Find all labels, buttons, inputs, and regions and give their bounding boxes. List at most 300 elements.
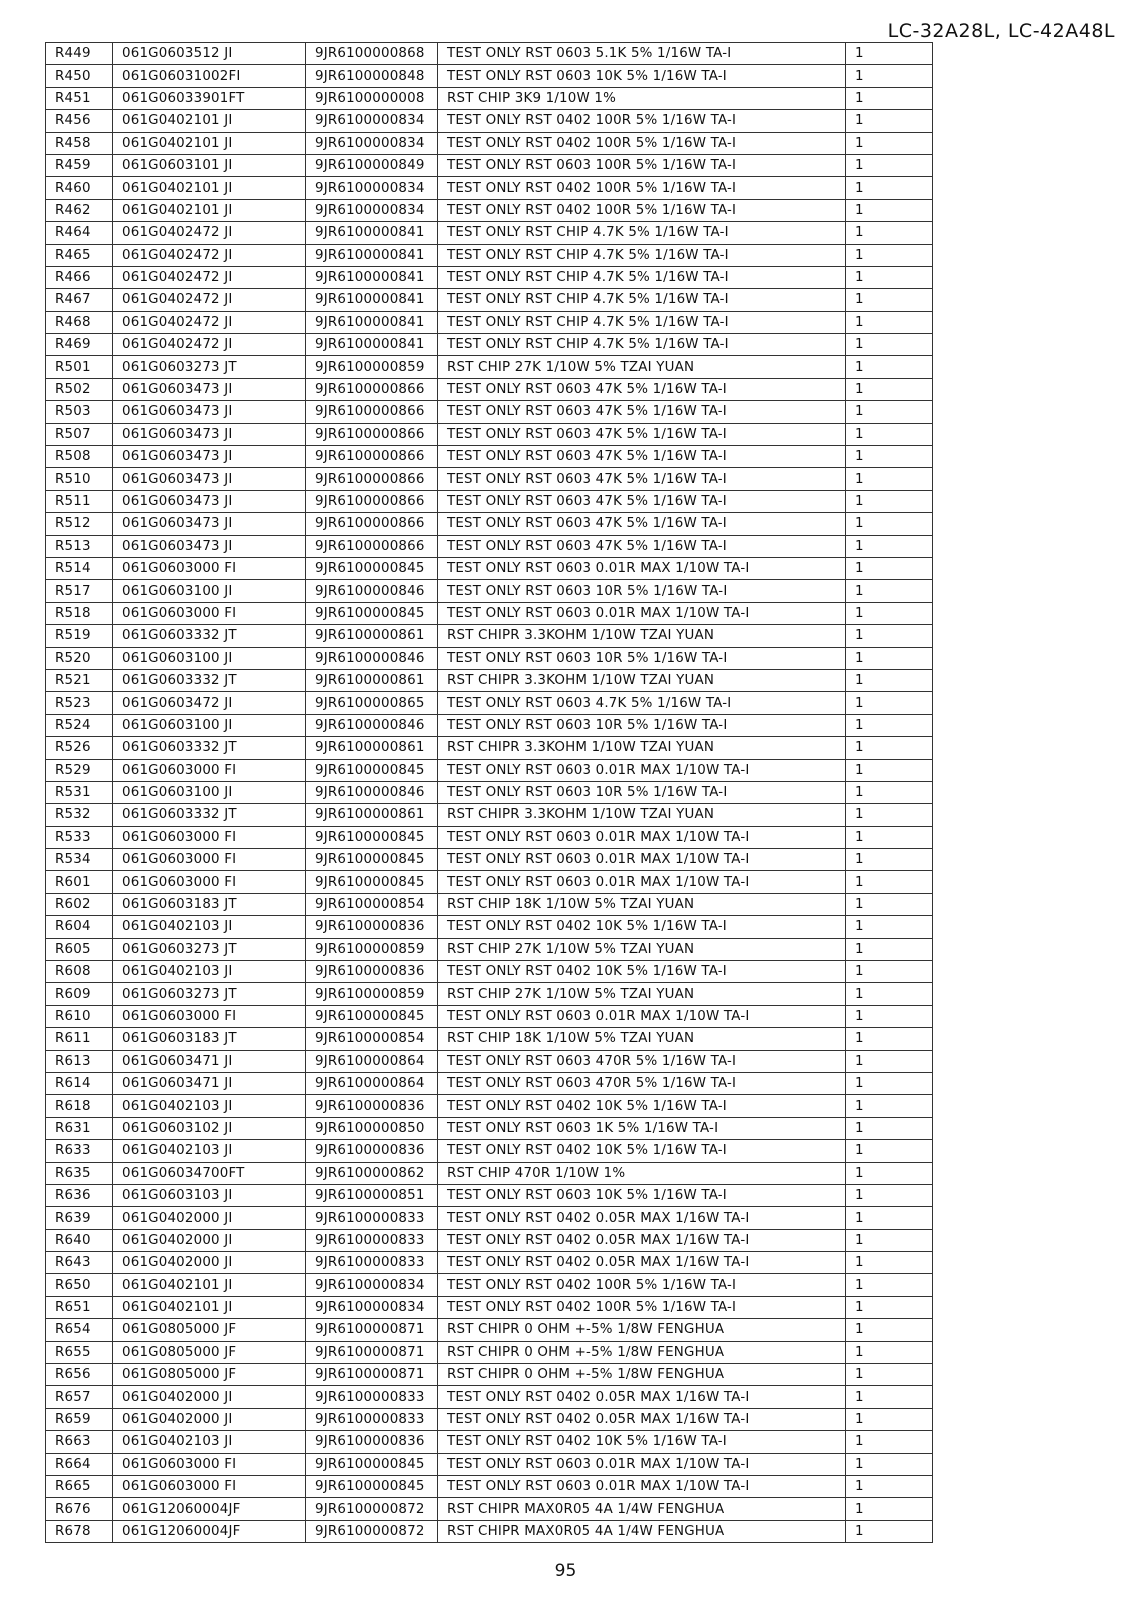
part-number-cell: 9JR6100000866	[306, 513, 438, 535]
table-row	[46, 1386, 933, 1408]
description-cell: TEST ONLY RST 0402 10K 5% 1/16W TA-I	[438, 961, 846, 983]
ref-cell: R467	[46, 289, 113, 311]
qty-cell: 1	[846, 916, 933, 938]
table-row	[46, 1453, 933, 1475]
page-number: 95	[554, 1561, 577, 1581]
qty-cell: 1	[846, 1520, 933, 1542]
ref-cell: R501	[46, 356, 113, 378]
table-row	[46, 289, 933, 311]
part-number-cell: 9JR6100000845	[306, 826, 438, 848]
qty-cell: 1	[846, 1229, 933, 1251]
part-number-cell: 9JR6100000834	[306, 199, 438, 221]
description-cell: TEST ONLY RST 0603 0.01R MAX 1/10W TA-I	[438, 1476, 846, 1498]
qty-cell: 1	[846, 87, 933, 109]
part-number-cell: 9JR6100000833	[306, 1252, 438, 1274]
part-code-cell: 061G0402000 JI	[113, 1252, 306, 1274]
part-code-cell: 061G0402103 JI	[113, 1431, 306, 1453]
description-cell: RST CHIPR 3.3KOHM 1/10W TZAI YUAN	[438, 737, 846, 759]
part-number-cell: 9JR6100000845	[306, 871, 438, 893]
ref-cell: R520	[46, 647, 113, 669]
table-row	[46, 1476, 933, 1498]
table-row	[46, 1095, 933, 1117]
qty-cell: 1	[846, 401, 933, 423]
part-code-cell: 061G0603100 JI	[113, 580, 306, 602]
description-cell: TEST ONLY RST 0402 0.05R MAX 1/16W TA-I	[438, 1386, 846, 1408]
part-number-cell: 9JR6100000871	[306, 1364, 438, 1386]
qty-cell: 1	[846, 1162, 933, 1184]
description-cell: TEST ONLY RST 0603 100R 5% 1/16W TA-I	[438, 154, 846, 176]
part-number-cell: 9JR6100000834	[306, 110, 438, 132]
ref-cell: R513	[46, 535, 113, 557]
ref-cell: R659	[46, 1408, 113, 1430]
part-number-cell: 9JR6100000846	[306, 781, 438, 803]
part-code-cell: 061G0603000 FI	[113, 826, 306, 848]
part-code-cell: 061G0402101 JI	[113, 199, 306, 221]
ref-cell: R643	[46, 1252, 113, 1274]
part-number-cell: 9JR6100000841	[306, 244, 438, 266]
part-code-cell: 061G0603473 JI	[113, 401, 306, 423]
part-number-cell: 9JR6100000861	[306, 625, 438, 647]
part-code-cell: 061G0805000 JF	[113, 1319, 306, 1341]
qty-cell: 1	[846, 199, 933, 221]
ref-cell: R526	[46, 737, 113, 759]
description-cell: TEST ONLY RST 0603 47K 5% 1/16W TA-I	[438, 490, 846, 512]
description-cell: TEST ONLY RST CHIP 4.7K 5% 1/16W TA-I	[438, 222, 846, 244]
table-row	[46, 1274, 933, 1296]
part-number-cell: 9JR6100000845	[306, 759, 438, 781]
ref-cell: R657	[46, 1386, 113, 1408]
ref-cell: R604	[46, 916, 113, 938]
table-row	[46, 87, 933, 109]
description-cell: TEST ONLY RST CHIP 4.7K 5% 1/16W TA-I	[438, 266, 846, 288]
ref-cell: R678	[46, 1520, 113, 1542]
part-code-cell: 061G0603183 JT	[113, 1028, 306, 1050]
part-number-cell: 9JR6100000861	[306, 804, 438, 826]
qty-cell: 1	[846, 266, 933, 288]
table-row	[46, 826, 933, 848]
part-code-cell: 061G12060004JF	[113, 1498, 306, 1520]
part-code-cell: 061G0402101 JI	[113, 1274, 306, 1296]
table-row	[46, 446, 933, 468]
part-code-cell: 061G0603000 FI	[113, 602, 306, 624]
description-cell: RST CHIPR 0 OHM +-5% 1/8W FENGHUA	[438, 1319, 846, 1341]
qty-cell: 1	[846, 625, 933, 647]
part-number-cell: 9JR6100000841	[306, 311, 438, 333]
description-cell: TEST ONLY RST 0603 4.7K 5% 1/16W TA-I	[438, 692, 846, 714]
part-number-cell: 9JR6100000872	[306, 1520, 438, 1542]
description-cell: TEST ONLY RST 0603 0.01R MAX 1/10W TA-I	[438, 871, 846, 893]
part-code-cell: 061G0402000 JI	[113, 1229, 306, 1251]
qty-cell: 1	[846, 65, 933, 87]
parts-list-table	[45, 42, 933, 1543]
table-row	[46, 43, 933, 65]
part-code-cell: 061G0603473 JI	[113, 378, 306, 400]
table-row	[46, 916, 933, 938]
table-row	[46, 938, 933, 960]
part-number-cell: 9JR6100000836	[306, 1095, 438, 1117]
description-cell: TEST ONLY RST 0603 10R 5% 1/16W TA-I	[438, 714, 846, 736]
part-number-cell: 9JR6100000866	[306, 423, 438, 445]
description-cell: TEST ONLY RST CHIP 4.7K 5% 1/16W TA-I	[438, 334, 846, 356]
part-number-cell: 9JR6100000871	[306, 1319, 438, 1341]
part-code-cell: 061G0603000 FI	[113, 557, 306, 579]
description-cell: TEST ONLY RST 0603 0.01R MAX 1/10W TA-I	[438, 759, 846, 781]
table-row	[46, 222, 933, 244]
qty-cell: 1	[846, 1005, 933, 1027]
part-code-cell: 061G0603512 JI	[113, 43, 306, 65]
part-code-cell: 061G0603183 JT	[113, 893, 306, 915]
part-number-cell: 9JR6100000848	[306, 65, 438, 87]
ref-cell: R651	[46, 1296, 113, 1318]
part-code-cell: 061G0603473 JI	[113, 535, 306, 557]
description-cell: TEST ONLY RST 0603 47K 5% 1/16W TA-I	[438, 378, 846, 400]
part-number-cell: 9JR6100000861	[306, 737, 438, 759]
part-code-cell: 061G06031002FI	[113, 65, 306, 87]
part-number-cell: 9JR6100000864	[306, 1072, 438, 1094]
qty-cell: 1	[846, 1453, 933, 1475]
part-code-cell: 061G0603000 FI	[113, 1476, 306, 1498]
description-cell: RST CHIPR 0 OHM +-5% 1/8W FENGHUA	[438, 1341, 846, 1363]
table-row	[46, 177, 933, 199]
part-number-cell: 9JR6100000845	[306, 1005, 438, 1027]
ref-cell: R631	[46, 1117, 113, 1139]
part-code-cell: 061G0402472 JI	[113, 244, 306, 266]
description-cell: RST CHIP 3K9 1/10W 1%	[438, 87, 846, 109]
table-row	[46, 669, 933, 691]
ref-cell: R532	[46, 804, 113, 826]
qty-cell: 1	[846, 580, 933, 602]
part-code-cell: 061G0603100 JI	[113, 647, 306, 669]
table-row	[46, 1028, 933, 1050]
table-row	[46, 602, 933, 624]
qty-cell: 1	[846, 177, 933, 199]
part-number-cell: 9JR6100000008	[306, 87, 438, 109]
part-code-cell: 061G0402472 JI	[113, 311, 306, 333]
qty-cell: 1	[846, 132, 933, 154]
description-cell: TEST ONLY RST 0603 0.01R MAX 1/10W TA-I	[438, 602, 846, 624]
qty-cell: 1	[846, 43, 933, 65]
qty-cell: 1	[846, 1296, 933, 1318]
description-cell: RST CHIPR 3.3KOHM 1/10W TZAI YUAN	[438, 669, 846, 691]
part-code-cell: 061G0402103 JI	[113, 916, 306, 938]
description-cell: RST CHIP 470R 1/10W 1%	[438, 1162, 846, 1184]
table-row	[46, 1364, 933, 1386]
part-code-cell: 061G0603100 JI	[113, 781, 306, 803]
part-code-cell: 061G0603471 JI	[113, 1072, 306, 1094]
ref-cell: R656	[46, 1364, 113, 1386]
ref-cell: R602	[46, 893, 113, 915]
description-cell: RST CHIPR 0 OHM +-5% 1/8W FENGHUA	[438, 1364, 846, 1386]
part-number-cell: 9JR6100000845	[306, 602, 438, 624]
table-row	[46, 356, 933, 378]
description-cell: TEST ONLY RST 0402 100R 5% 1/16W TA-I	[438, 110, 846, 132]
part-number-cell: 9JR6100000866	[306, 535, 438, 557]
part-number-cell: 9JR6100000859	[306, 938, 438, 960]
qty-cell: 1	[846, 669, 933, 691]
part-number-cell: 9JR6100000866	[306, 378, 438, 400]
qty-cell: 1	[846, 1072, 933, 1094]
part-code-cell: 061G0603473 JI	[113, 513, 306, 535]
qty-cell: 1	[846, 1140, 933, 1162]
qty-cell: 1	[846, 961, 933, 983]
table-row	[46, 647, 933, 669]
table-row	[46, 849, 933, 871]
part-code-cell: 061G0603000 FI	[113, 1005, 306, 1027]
qty-cell: 1	[846, 513, 933, 535]
ref-cell: R521	[46, 669, 113, 691]
qty-cell: 1	[846, 110, 933, 132]
qty-cell: 1	[846, 1498, 933, 1520]
ref-cell: R601	[46, 871, 113, 893]
qty-cell: 1	[846, 468, 933, 490]
part-number-cell: 9JR6100000868	[306, 43, 438, 65]
description-cell: TEST ONLY RST 0603 0.01R MAX 1/10W TA-I	[438, 1453, 846, 1475]
part-number-cell: 9JR6100000866	[306, 446, 438, 468]
ref-cell: R468	[46, 311, 113, 333]
description-cell: TEST ONLY RST 0402 10K 5% 1/16W TA-I	[438, 916, 846, 938]
qty-cell: 1	[846, 1050, 933, 1072]
ref-cell: R650	[46, 1274, 113, 1296]
description-cell: TEST ONLY RST 0603 470R 5% 1/16W TA-I	[438, 1072, 846, 1094]
part-code-cell: 061G0603332 JT	[113, 625, 306, 647]
ref-cell: R458	[46, 132, 113, 154]
ref-cell: R518	[46, 602, 113, 624]
table-row	[46, 1252, 933, 1274]
ref-cell: R618	[46, 1095, 113, 1117]
part-number-cell: 9JR6100000841	[306, 222, 438, 244]
ref-cell: R610	[46, 1005, 113, 1027]
part-code-cell: 061G0402000 JI	[113, 1207, 306, 1229]
part-number-cell: 9JR6100000836	[306, 916, 438, 938]
part-code-cell: 061G0603000 FI	[113, 759, 306, 781]
qty-cell: 1	[846, 535, 933, 557]
description-cell: RST CHIP 18K 1/10W 5% TZAI YUAN	[438, 1028, 846, 1050]
qty-cell: 1	[846, 1274, 933, 1296]
ref-cell: R519	[46, 625, 113, 647]
table-row	[46, 1319, 933, 1341]
ref-cell: R524	[46, 714, 113, 736]
qty-cell: 1	[846, 1431, 933, 1453]
ref-cell: R608	[46, 961, 113, 983]
part-code-cell: 061G0402103 JI	[113, 1095, 306, 1117]
table-row	[46, 1050, 933, 1072]
description-cell: TEST ONLY RST 0603 1K 5% 1/16W TA-I	[438, 1117, 846, 1139]
ref-cell: R459	[46, 154, 113, 176]
part-number-cell: 9JR6100000859	[306, 983, 438, 1005]
part-number-cell: 9JR6100000836	[306, 1431, 438, 1453]
part-code-cell: 061G0603103 JI	[113, 1184, 306, 1206]
table-row	[46, 1184, 933, 1206]
part-code-cell: 061G0603471 JI	[113, 1050, 306, 1072]
description-cell: RST CHIP 18K 1/10W 5% TZAI YUAN	[438, 893, 846, 915]
description-cell: TEST ONLY RST CHIP 4.7K 5% 1/16W TA-I	[438, 244, 846, 266]
qty-cell: 1	[846, 446, 933, 468]
qty-cell: 1	[846, 1386, 933, 1408]
table-row	[46, 692, 933, 714]
part-code-cell: 061G0603100 JI	[113, 714, 306, 736]
qty-cell: 1	[846, 356, 933, 378]
part-code-cell: 061G0603332 JT	[113, 737, 306, 759]
ref-cell: R663	[46, 1431, 113, 1453]
ref-cell: R451	[46, 87, 113, 109]
ref-cell: R636	[46, 1184, 113, 1206]
description-cell: TEST ONLY RST 0603 0.01R MAX 1/10W TA-I	[438, 826, 846, 848]
qty-cell: 1	[846, 938, 933, 960]
table-row	[46, 871, 933, 893]
qty-cell: 1	[846, 1319, 933, 1341]
description-cell: TEST ONLY RST 0603 47K 5% 1/16W TA-I	[438, 535, 846, 557]
part-code-cell: 061G0402472 JI	[113, 289, 306, 311]
description-cell: RST CHIP 27K 1/10W 5% TZAI YUAN	[438, 356, 846, 378]
table-row	[46, 199, 933, 221]
table-row	[46, 1229, 933, 1251]
qty-cell: 1	[846, 1207, 933, 1229]
ref-cell: R654	[46, 1319, 113, 1341]
description-cell: TEST ONLY RST 0603 47K 5% 1/16W TA-I	[438, 446, 846, 468]
table-row	[46, 244, 933, 266]
description-cell: TEST ONLY RST 0603 0.01R MAX 1/10W TA-I	[438, 1005, 846, 1027]
ref-cell: R508	[46, 446, 113, 468]
part-code-cell: 061G06034700FT	[113, 1162, 306, 1184]
qty-cell: 1	[846, 1095, 933, 1117]
qty-cell: 1	[846, 222, 933, 244]
qty-cell: 1	[846, 759, 933, 781]
table-row	[46, 110, 933, 132]
description-cell: TEST ONLY RST 0603 10R 5% 1/16W TA-I	[438, 647, 846, 669]
description-cell: TEST ONLY RST 0603 10K 5% 1/16W TA-I	[438, 65, 846, 87]
qty-cell: 1	[846, 1252, 933, 1274]
table-row	[46, 401, 933, 423]
qty-cell: 1	[846, 334, 933, 356]
description-cell: TEST ONLY RST 0603 47K 5% 1/16W TA-I	[438, 401, 846, 423]
table-row	[46, 781, 933, 803]
ref-cell: R511	[46, 490, 113, 512]
table-row	[46, 1431, 933, 1453]
ref-cell: R523	[46, 692, 113, 714]
description-cell: TEST ONLY RST 0402 0.05R MAX 1/16W TA-I	[438, 1252, 846, 1274]
qty-cell: 1	[846, 1408, 933, 1430]
part-number-cell: 9JR6100000845	[306, 1476, 438, 1498]
qty-cell: 1	[846, 602, 933, 624]
part-number-cell: 9JR6100000846	[306, 580, 438, 602]
description-cell: TEST ONLY RST 0402 0.05R MAX 1/16W TA-I	[438, 1207, 846, 1229]
description-cell: RST CHIPR MAX0R05 4A 1/4W FENGHUA	[438, 1498, 846, 1520]
ref-cell: R613	[46, 1050, 113, 1072]
qty-cell: 1	[846, 490, 933, 512]
ref-cell: R609	[46, 983, 113, 1005]
qty-cell: 1	[846, 849, 933, 871]
part-code-cell: 061G0402101 JI	[113, 132, 306, 154]
qty-cell: 1	[846, 1364, 933, 1386]
qty-cell: 1	[846, 1117, 933, 1139]
ref-cell: R614	[46, 1072, 113, 1094]
ref-cell: R533	[46, 826, 113, 848]
part-number-cell: 9JR6100000866	[306, 468, 438, 490]
description-cell: TEST ONLY RST 0603 47K 5% 1/16W TA-I	[438, 423, 846, 445]
ref-cell: R635	[46, 1162, 113, 1184]
table-row	[46, 1005, 933, 1027]
part-code-cell: 061G0402103 JI	[113, 1140, 306, 1162]
qty-cell: 1	[846, 1476, 933, 1498]
qty-cell: 1	[846, 154, 933, 176]
part-code-cell: 061G0402472 JI	[113, 222, 306, 244]
table-row	[46, 1140, 933, 1162]
ref-cell: R464	[46, 222, 113, 244]
part-number-cell: 9JR6100000862	[306, 1162, 438, 1184]
part-number-cell: 9JR6100000851	[306, 1184, 438, 1206]
part-number-cell: 9JR6100000872	[306, 1498, 438, 1520]
table-row	[46, 1207, 933, 1229]
description-cell: TEST ONLY RST 0402 10K 5% 1/16W TA-I	[438, 1431, 846, 1453]
ref-cell: R676	[46, 1498, 113, 1520]
part-code-cell: 061G0603000 FI	[113, 849, 306, 871]
qty-cell: 1	[846, 378, 933, 400]
part-number-cell: 9JR6100000846	[306, 714, 438, 736]
ref-cell: R466	[46, 266, 113, 288]
part-number-cell: 9JR6100000871	[306, 1341, 438, 1363]
ref-cell: R639	[46, 1207, 113, 1229]
part-number-cell: 9JR6100000845	[306, 849, 438, 871]
part-code-cell: 061G0603101 JI	[113, 154, 306, 176]
part-code-cell: 061G0603273 JT	[113, 983, 306, 1005]
table-row	[46, 714, 933, 736]
qty-cell: 1	[846, 1341, 933, 1363]
table-row	[46, 625, 933, 647]
ref-cell: R456	[46, 110, 113, 132]
table-row	[46, 557, 933, 579]
part-code-cell: 061G0603273 JT	[113, 938, 306, 960]
ref-cell: R665	[46, 1476, 113, 1498]
ref-cell: R529	[46, 759, 113, 781]
ref-cell: R450	[46, 65, 113, 87]
part-code-cell: 061G0402101 JI	[113, 110, 306, 132]
table-row	[46, 1162, 933, 1184]
part-code-cell: 061G0805000 JF	[113, 1364, 306, 1386]
ref-cell: R460	[46, 177, 113, 199]
model-header: LC-32A28L, LC-42A48L	[887, 20, 1115, 42]
qty-cell: 1	[846, 714, 933, 736]
description-cell: TEST ONLY RST 0603 10R 5% 1/16W TA-I	[438, 781, 846, 803]
description-cell: TEST ONLY RST CHIP 4.7K 5% 1/16W TA-I	[438, 289, 846, 311]
part-number-cell: 9JR6100000866	[306, 490, 438, 512]
part-code-cell: 061G0402103 JI	[113, 961, 306, 983]
ref-cell: R462	[46, 199, 113, 221]
table-row	[46, 893, 933, 915]
table-row	[46, 580, 933, 602]
table-row	[46, 961, 933, 983]
description-cell: TEST ONLY RST 0603 47K 5% 1/16W TA-I	[438, 468, 846, 490]
description-cell: TEST ONLY RST 0603 0.01R MAX 1/10W TA-I	[438, 849, 846, 871]
part-number-cell: 9JR6100000845	[306, 1453, 438, 1475]
part-number-cell: 9JR6100000850	[306, 1117, 438, 1139]
part-code-cell: 061G0603332 JT	[113, 804, 306, 826]
qty-cell: 1	[846, 1028, 933, 1050]
part-code-cell: 061G0402472 JI	[113, 334, 306, 356]
table-row	[46, 759, 933, 781]
description-cell: TEST ONLY RST 0402 100R 5% 1/16W TA-I	[438, 1296, 846, 1318]
description-cell: TEST ONLY RST 0402 10K 5% 1/16W TA-I	[438, 1140, 846, 1162]
ref-cell: R534	[46, 849, 113, 871]
part-code-cell: 061G0402000 JI	[113, 1408, 306, 1430]
part-number-cell: 9JR6100000834	[306, 1296, 438, 1318]
ref-cell: R633	[46, 1140, 113, 1162]
part-number-cell: 9JR6100000833	[306, 1408, 438, 1430]
description-cell: TEST ONLY RST CHIP 4.7K 5% 1/16W TA-I	[438, 311, 846, 333]
part-number-cell: 9JR6100000866	[306, 401, 438, 423]
part-code-cell: 061G0603473 JI	[113, 423, 306, 445]
ref-cell: R655	[46, 1341, 113, 1363]
part-code-cell: 061G0805000 JF	[113, 1341, 306, 1363]
